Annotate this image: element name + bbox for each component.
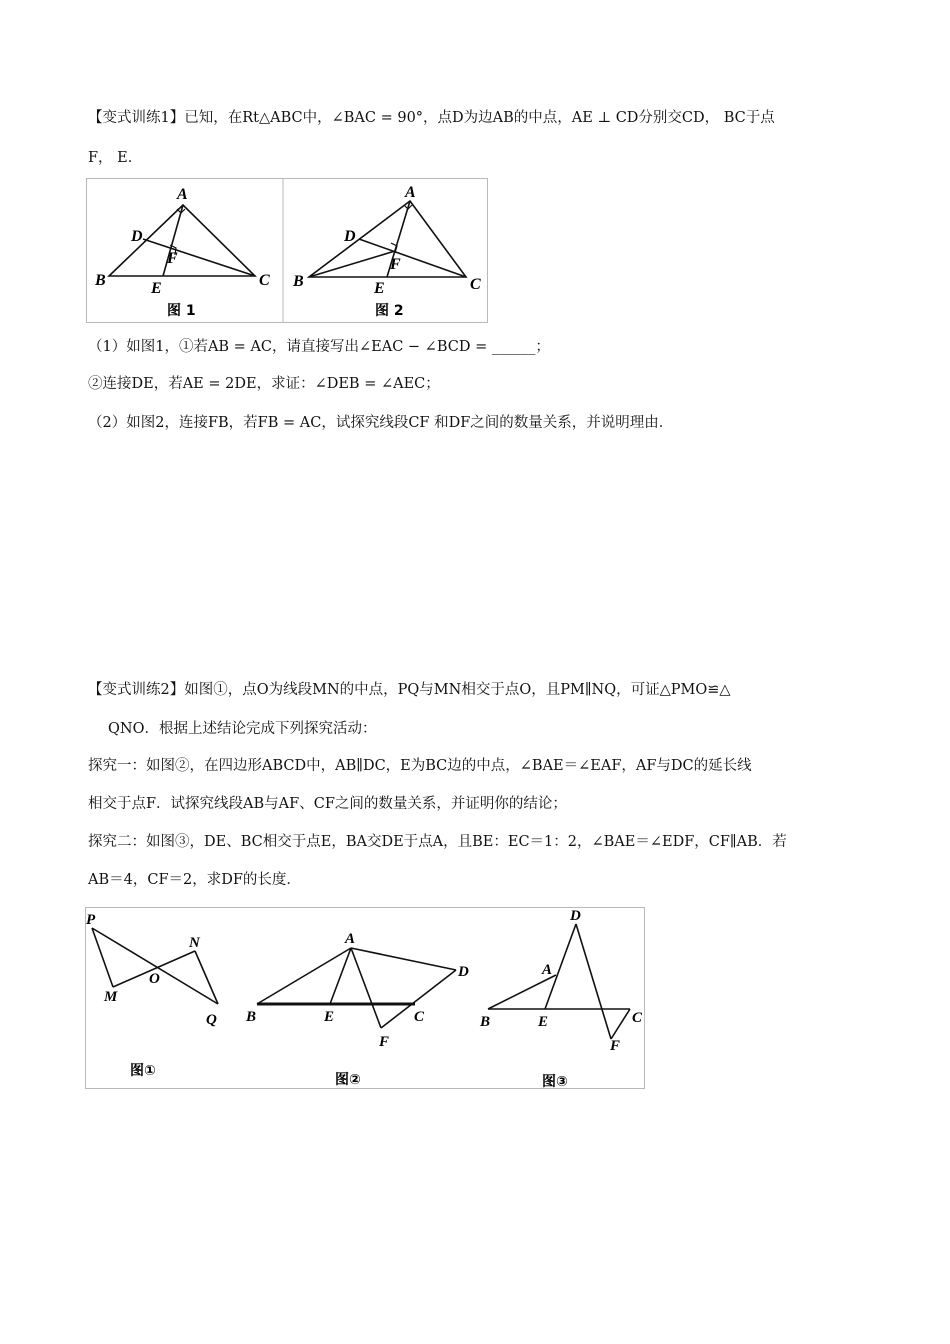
triangle-abc — [309, 201, 466, 277]
exercise2-explore1-line2: 相交于点F．试探究线段AB与AF、CF之间的数量关系，并证明你的结论； — [88, 796, 567, 812]
fig2-label-a: A — [405, 184, 416, 201]
figC-label-b: B — [480, 1014, 491, 1030]
fig1-label-d: D — [131, 228, 143, 245]
figB-label-f: F — [379, 1034, 390, 1050]
exercise1-question1b: ②连接DE，若AE = 2DE，求证：∠DEB = ∠AEC； — [88, 376, 440, 392]
fig1-label-a: A — [177, 186, 188, 203]
fig1-label-c: C — [259, 272, 270, 289]
exercise2-explore2-line2: AB＝4，CF＝2，求DF的长度． — [88, 872, 301, 888]
segment-dc — [143, 239, 255, 276]
segment-ba — [488, 975, 556, 1009]
figB-label-b: B — [246, 1009, 257, 1025]
fig2-label-d: D — [344, 228, 356, 245]
segment-df — [576, 924, 611, 1039]
fig1-caption: 图 1 — [167, 303, 196, 319]
exercise1-statement-line2: F， E． — [88, 150, 143, 166]
figure-circled-3 — [488, 924, 630, 1039]
exercise1-statement-line1: 【变式训练1】已知，在Rt△ABC中，∠BAC = 90°，点D为边AB的中点，AE ⊥ CD分别交CD， BC于点 — [88, 110, 775, 126]
exercise1-figures — [86, 178, 488, 323]
exercise2-figures — [85, 907, 645, 1089]
segment-fb — [309, 251, 395, 277]
fig2-label-f: F — [390, 256, 401, 273]
fig2-label-c: C — [470, 276, 481, 293]
exercise2-statement-line2: QNO．根据上述结论完成下列探究活动： — [108, 721, 377, 737]
segment-ae — [330, 948, 351, 1004]
segment-nq — [195, 951, 218, 1004]
segment-af — [351, 948, 381, 1028]
figA-label-o: O — [149, 971, 160, 987]
exercise1-question1: （1）如图1，①若AB = AC，请直接写出∠EAC − ∠BCD = ______； — [88, 339, 550, 355]
segment-ad — [351, 948, 456, 970]
figC-label-d: D — [570, 908, 581, 924]
exercise1-figures-svg — [87, 179, 487, 322]
figC-label-c: C — [632, 1010, 643, 1026]
segment-pm — [92, 928, 113, 987]
exercise2-statement-line1: 【变式训练2】如图①，点O为线段MN的中点，PQ与MN相交于点O，且PM∥NQ，可证△PMO≌△ — [88, 682, 731, 698]
figA-label-q: Q — [206, 1012, 217, 1028]
figB-label-c: C — [414, 1009, 425, 1025]
figB-label-a: A — [345, 931, 356, 947]
exercise2-explore2-line1: 探究二：如图③，DE、BC相交于点E，BA交DE于点A，且BE：EC＝1：2，∠BAE＝∠EDF，CF∥AB．若 — [88, 834, 787, 850]
figB-caption: 图② — [335, 1072, 361, 1088]
exercise2-explore1-line1: 探究一：如图②，在四边形ABCD中，AB∥DC，E为BC边的中点，∠BAE＝∠EAF，AF与DC的延长线 — [88, 758, 752, 774]
figC-label-f: F — [610, 1038, 621, 1054]
figA-label-n: N — [189, 935, 200, 951]
fig1-label-e: E — [151, 280, 162, 297]
segment-dc — [359, 239, 466, 277]
figB-label-e: E — [324, 1009, 335, 1025]
exercise1-question2: （2）如图2，连接FB，若FB = AC，试探究线段CF 和DF之间的数量关系，并说明理由． — [88, 415, 674, 431]
exercise2-figures-svg — [86, 908, 644, 1088]
figA-label-m: M — [104, 989, 118, 1005]
fig1-label-b: B — [95, 272, 106, 289]
figure-circled-2 — [257, 948, 456, 1028]
figB-label-d: D — [458, 964, 469, 980]
segment-ab — [257, 948, 351, 1004]
figC-caption: 图③ — [542, 1074, 568, 1088]
figA-label-p: P — [86, 912, 96, 928]
segment-fc — [611, 1009, 630, 1039]
fig2-label-e: E — [374, 280, 385, 297]
figure-2 — [309, 201, 466, 277]
fig2-caption: 图 2 — [375, 303, 404, 319]
figA-caption: 图① — [130, 1063, 156, 1079]
fig2-label-b: B — [293, 273, 304, 290]
fig1-label-f: F — [167, 250, 178, 267]
figC-label-e: E — [538, 1014, 549, 1030]
figC-label-a: A — [542, 962, 553, 978]
